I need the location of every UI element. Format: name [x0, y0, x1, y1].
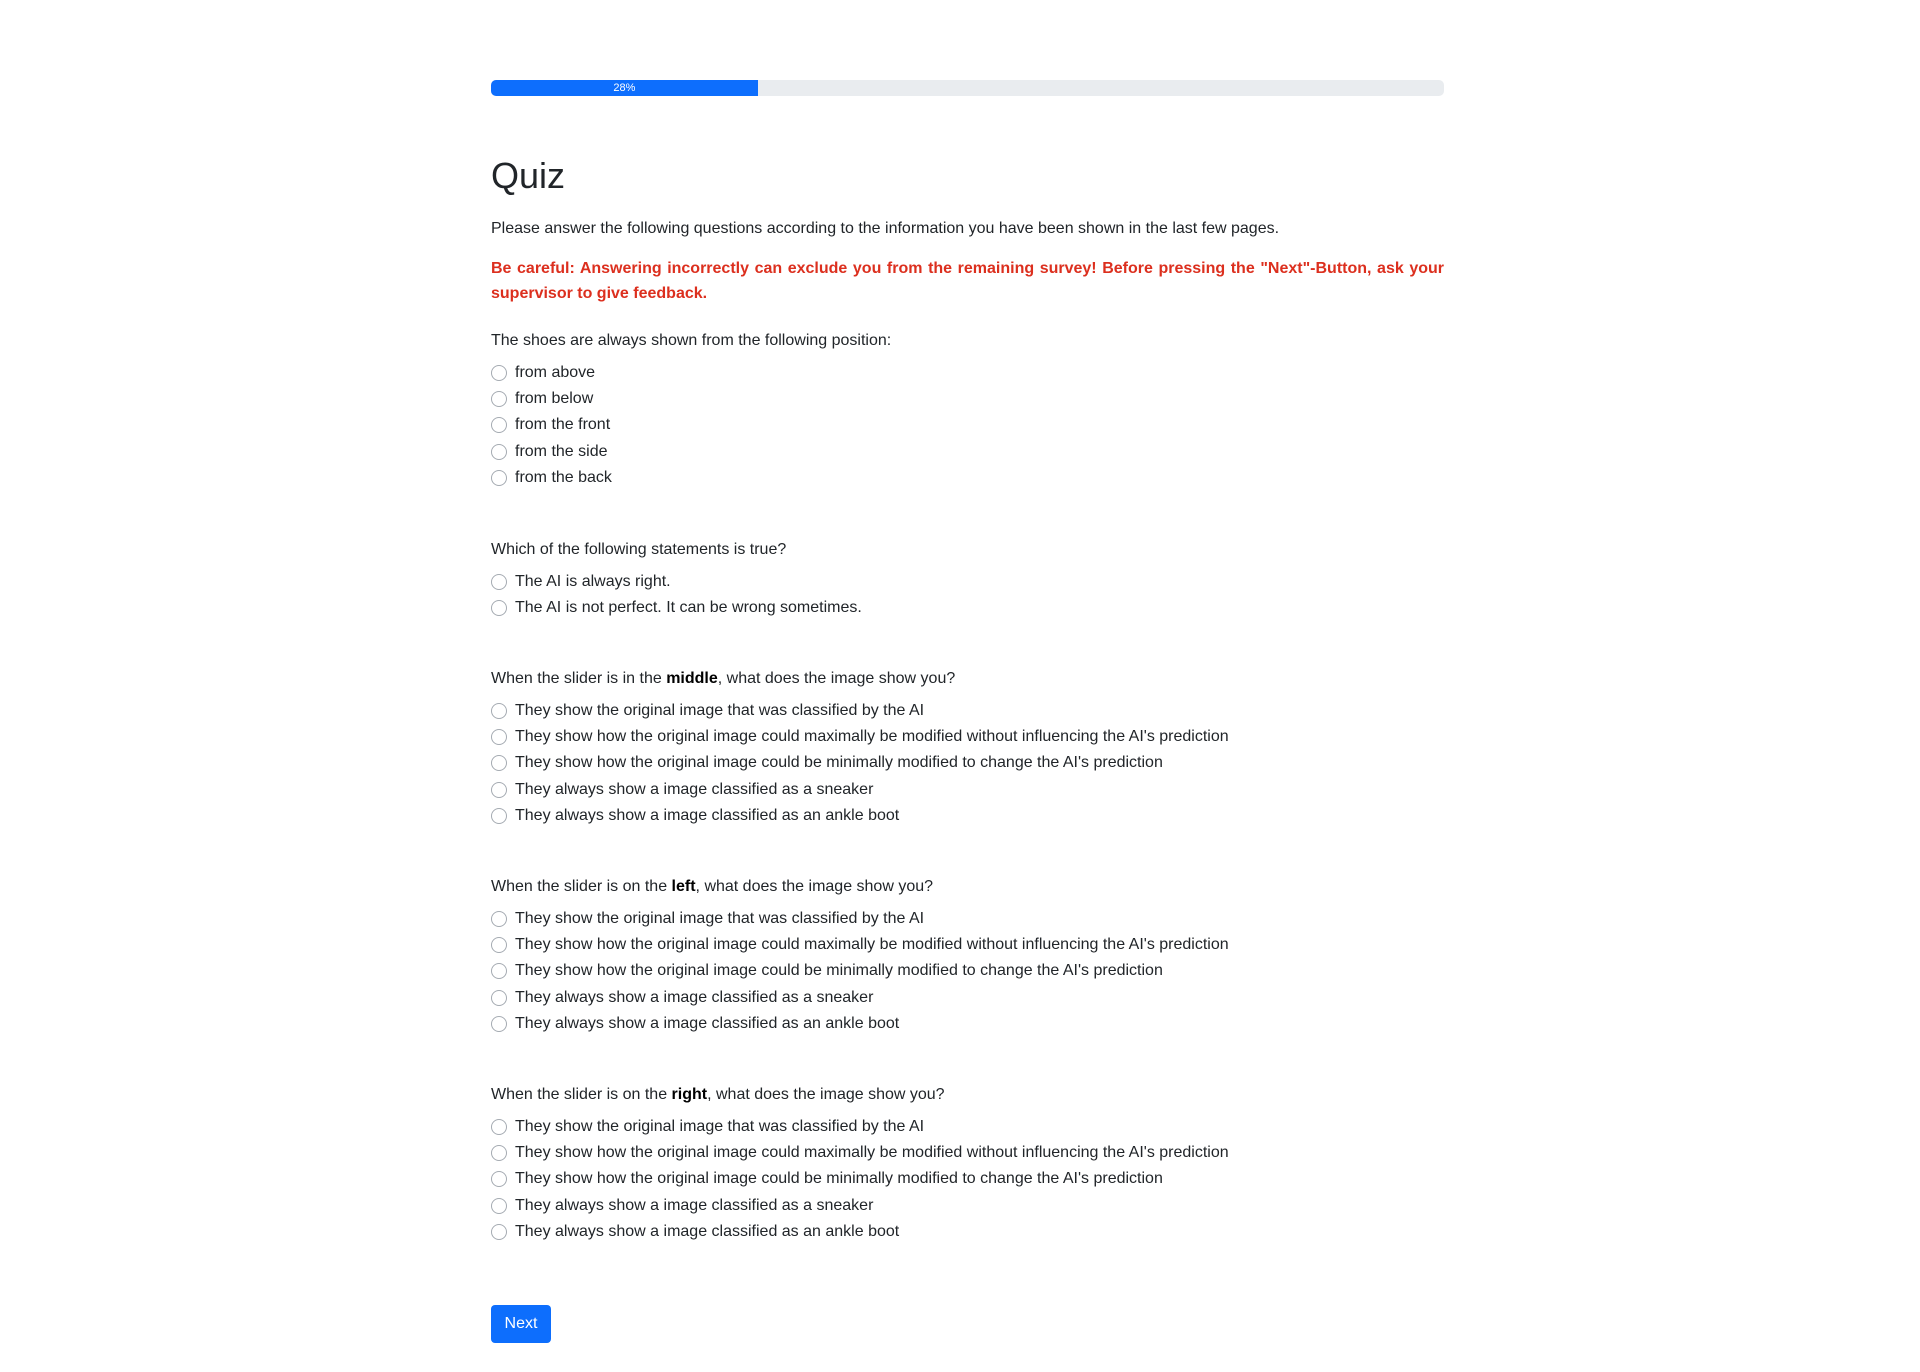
option-maximally-modified[interactable] — [491, 724, 1444, 750]
option-label: They show how the original image could maximally be modified without influencing the AI's prediction — [515, 1144, 1229, 1162]
radio-button[interactable] — [491, 703, 507, 719]
radio-button[interactable] — [491, 963, 507, 979]
question-text-after: , what does the image show you? — [695, 878, 934, 895]
option-label: from the back — [515, 468, 612, 486]
option-label: They show the original image that was classified by the AI — [515, 1118, 925, 1136]
question-5 — [491, 1083, 1444, 1245]
radio-button[interactable] — [491, 755, 507, 771]
option-always-ankle-boot[interactable] — [491, 1011, 1444, 1037]
option-label: from below — [515, 390, 594, 408]
radio-button[interactable] — [491, 1016, 507, 1032]
option-minimally-modified[interactable] — [491, 958, 1444, 984]
radio-button[interactable] — [491, 729, 507, 745]
option-label: They show how the original image could be minimally modified to change the AI's prediction — [515, 1170, 1163, 1188]
warning-text: Be careful: Answering incorrectly can exclude you from the remaining survey! Before pressing the "Next"-Button, ask your supervisor to give feedback. — [491, 260, 1444, 302]
question-text: Which of the following statements is true? — [491, 541, 787, 558]
option-minimally-modified[interactable] — [491, 750, 1444, 776]
option-list — [491, 1114, 1444, 1245]
option-list — [491, 698, 1444, 829]
intro-text: Please answer the following questions according to the information you have been shown in the last few pages. — [491, 220, 1280, 237]
question-label — [491, 329, 1444, 353]
option-from-below[interactable] — [491, 386, 1444, 412]
radio-button[interactable] — [491, 365, 507, 381]
option-label: They show the original image that was classified by the AI — [515, 910, 925, 928]
question-emphasis: right — [671, 1086, 708, 1103]
radio-button[interactable] — [491, 1198, 507, 1214]
radio-button[interactable] — [491, 1171, 507, 1187]
question-text: When the slider is on the — [491, 878, 672, 895]
question-text: The shoes are always shown from the following position: — [491, 332, 892, 349]
radio-button[interactable] — [491, 444, 507, 460]
option-original-image[interactable] — [491, 1114, 1444, 1140]
question-2 — [491, 538, 1444, 621]
option-label: The AI is not perfect. It can be wrong sometimes. — [515, 599, 862, 617]
option-always-sneaker[interactable] — [491, 985, 1444, 1011]
question-text: When the slider is on the — [491, 1086, 672, 1103]
option-label: They show how the original image could maximally be modified without influencing the AI's prediction — [515, 936, 1229, 954]
radio-button[interactable] — [491, 911, 507, 927]
progress-bar-track — [491, 80, 1444, 96]
option-label: They always show a image classified as a sneaker — [515, 780, 874, 798]
radio-button[interactable] — [491, 990, 507, 1006]
radio-button[interactable] — [491, 782, 507, 798]
option-maximally-modified[interactable] — [491, 1140, 1444, 1166]
option-label: from above — [515, 364, 596, 382]
radio-button[interactable] — [491, 1145, 507, 1161]
option-always-ankle-boot[interactable] — [491, 803, 1444, 829]
option-from-front[interactable] — [491, 412, 1444, 438]
option-list — [491, 906, 1444, 1037]
question-label — [491, 538, 1444, 562]
option-always-sneaker[interactable] — [491, 777, 1444, 803]
radio-button[interactable] — [491, 937, 507, 953]
option-always-sneaker[interactable] — [491, 1193, 1444, 1219]
question-label — [491, 875, 1444, 899]
radio-button[interactable] — [491, 574, 507, 590]
option-label: They always show a image classified as a sneaker — [515, 988, 874, 1006]
option-label: They always show a image classified as an ankle boot — [515, 806, 900, 824]
option-label: They show the original image that was classified by the AI — [515, 702, 925, 720]
option-ai-not-perfect[interactable] — [491, 595, 1444, 621]
question-text-after: , what does the image show you? — [717, 670, 956, 687]
progress-bar-fill: 28% — [491, 80, 758, 96]
option-label: They show how the original image could be minimally modified to change the AI's prediction — [515, 754, 1163, 772]
question-emphasis: middle — [666, 670, 718, 687]
radio-button[interactable] — [491, 1224, 507, 1240]
option-label: They always show a image classified as an ankle boot — [515, 1222, 900, 1240]
radio-button[interactable] — [491, 417, 507, 433]
option-ai-always-right[interactable] — [491, 569, 1444, 595]
option-list — [491, 569, 1444, 621]
radio-button[interactable] — [491, 600, 507, 616]
radio-button[interactable] — [491, 391, 507, 407]
radio-button[interactable] — [491, 470, 507, 486]
next-button[interactable]: Next — [491, 1305, 551, 1343]
option-label: They always show a image classified as a sneaker — [515, 1196, 874, 1214]
question-emphasis: left — [671, 878, 696, 895]
option-label: The AI is always right. — [515, 573, 671, 591]
option-from-above[interactable] — [491, 360, 1444, 386]
option-original-image[interactable] — [491, 906, 1444, 932]
question-label — [491, 1083, 1444, 1107]
question-label — [491, 667, 1444, 691]
option-label: from the front — [515, 416, 611, 434]
question-3 — [491, 667, 1444, 829]
option-list — [491, 360, 1444, 491]
option-from-side[interactable] — [491, 439, 1444, 465]
option-maximally-modified[interactable] — [491, 932, 1444, 958]
question-text-after: , what does the image show you? — [707, 1086, 945, 1103]
radio-button[interactable] — [491, 1119, 507, 1135]
option-always-ankle-boot[interactable] — [491, 1219, 1444, 1245]
option-original-image[interactable] — [491, 698, 1444, 724]
page-title: Quiz — [491, 155, 566, 196]
option-minimally-modified[interactable] — [491, 1166, 1444, 1192]
question-text: When the slider is in the — [491, 670, 667, 687]
question-4 — [491, 875, 1444, 1037]
option-from-back[interactable] — [491, 465, 1444, 491]
radio-button[interactable] — [491, 808, 507, 824]
option-label: They always show a image classified as an ankle boot — [515, 1014, 900, 1032]
option-label: They show how the original image could be minimally modified to change the AI's prediction — [515, 962, 1163, 980]
question-1 — [491, 329, 1444, 491]
option-label: from the side — [515, 442, 608, 460]
option-label: They show how the original image could maximally be modified without influencing the AI's prediction — [515, 728, 1229, 746]
